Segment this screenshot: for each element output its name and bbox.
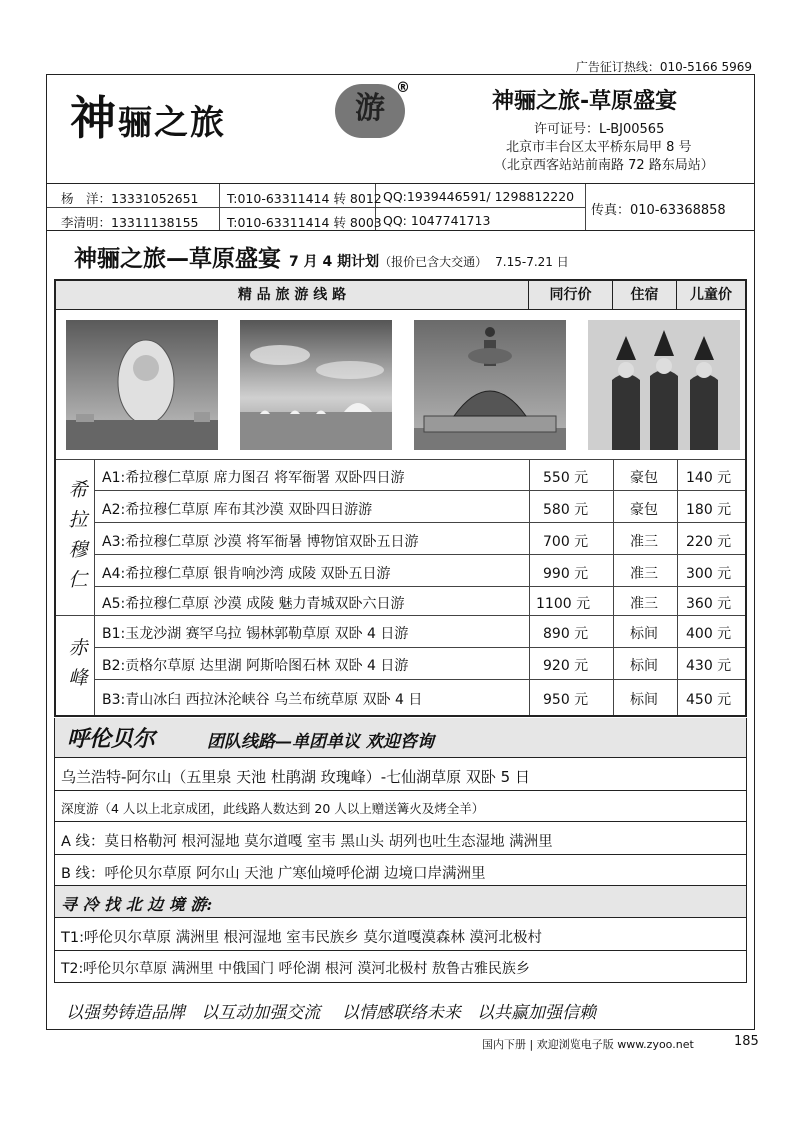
- route-child-price: 220 元: [686, 534, 732, 550]
- route-name: B1:玉龙沙湖 赛罕乌拉 锡林郭勒草原 双卧 4 日游: [102, 626, 409, 642]
- route-child-price: 180 元: [686, 502, 732, 518]
- logo-rest: 骊之旅: [118, 103, 226, 143]
- contact-2-name: 李清明：13311138155: [61, 215, 199, 230]
- line-text: 乌兰浩特-阿尔山（五里泉 天池 杜鹃湖 玫瑰峰）-七仙湖草原 双卧 5 日: [61, 768, 530, 786]
- route-price: 890 元: [543, 626, 589, 642]
- border-tour-banner: [54, 886, 747, 918]
- route-child-price: 430 元: [686, 658, 732, 674]
- route-price: 580 元: [543, 502, 589, 518]
- hulunbuir-title: 呼伦贝尔: [67, 726, 156, 752]
- line-text: B 线：呼伦贝尔草原 阿尔山 天池 广寒仙境呼伦湖 边境口岸满洲里: [61, 866, 486, 882]
- header-stay: 住宿: [613, 281, 677, 310]
- route-child-price: 300 元: [686, 566, 732, 582]
- plan-headline: [74, 240, 569, 273]
- header-price: 同行价: [529, 281, 613, 310]
- ad-hotline: 广告征订热线：010-5166 5969: [575, 60, 752, 74]
- company-title: 神骊之旅-草原盛宴: [492, 89, 678, 114]
- region-chifeng: [66, 633, 90, 693]
- brand-seal: 游: [335, 84, 405, 138]
- route-stay: 标间: [630, 626, 658, 642]
- hulunbuir-banner: [54, 718, 747, 758]
- route-stay: 豪包: [630, 502, 658, 518]
- photo-yurts: [240, 320, 392, 450]
- region-char: 希: [68, 479, 88, 501]
- route-name: A1:希拉穆仁草原 席力图召 将军衙署 双卧四日游: [102, 470, 405, 486]
- contact-2-tel: T:010-63311414 转 8003: [227, 215, 382, 230]
- slogan: 以强势铸造品牌 以互动加强交流 以情感联络未来 以共赢加强信赖: [66, 1003, 597, 1023]
- route-price: 920 元: [543, 658, 589, 674]
- headline-dates: 7.15-7.21 日: [495, 255, 569, 269]
- route-price: 990 元: [543, 566, 589, 582]
- route-stay: 准三: [630, 534, 658, 550]
- route-stay: 标间: [630, 658, 658, 674]
- border-line-t1: [54, 918, 747, 951]
- route-name: A2:希拉穆仁草原 库布其沙漠 双卧四日游游: [102, 502, 373, 518]
- route-table: [54, 279, 747, 717]
- route-name: B2:贡格尔草原 达里湖 阿斯哈图石林 双卧 4 日游: [102, 658, 409, 674]
- contact-grid: [47, 183, 754, 231]
- header-child: 儿童价: [677, 281, 745, 310]
- route-stay: 豪包: [630, 470, 658, 486]
- route-child-price: 140 元: [686, 470, 732, 486]
- region-char: 拉: [68, 509, 88, 531]
- route-child-price: 450 元: [686, 692, 732, 708]
- hulunbuir-line-a: [54, 822, 747, 855]
- photo-matryoshka: [66, 320, 218, 450]
- route-name: B3:青山冰臼 西拉沐沦峡谷 乌兰布统草原 双卧 4 日: [102, 692, 423, 708]
- company-address: 北京市丰台区太平桥东局甲 8 号: [506, 140, 692, 155]
- photo-costumes: [588, 320, 740, 450]
- border-tour-title: 寻 冷 找 北 边 境 游:: [61, 895, 213, 914]
- border-line-t2: [54, 951, 747, 983]
- line-text: 深度游（4 人以上北京成团，此线路人数达到 20 人以上赠送篝火及烤全羊）: [61, 801, 485, 816]
- region-char: 仁: [68, 569, 88, 591]
- contact-1-name: 杨 洋：13331052651: [61, 191, 199, 206]
- line-text: T2:呼伦贝尔草原 满洲里 中俄国门 呼伦湖 根河 漠河北极村 敖鲁古雅民族乡: [61, 961, 530, 977]
- photo-pagoda: [414, 320, 566, 450]
- contact-2-qq: QQ: 1047741713: [383, 213, 491, 228]
- license-number: 许可证号：L-BJ00565: [534, 122, 665, 137]
- brand-logo: [70, 82, 226, 148]
- contact-1-qq: QQ:1939446591/ 1298812220: [383, 189, 575, 204]
- route-stay: 准三: [630, 596, 658, 612]
- region-char: 穆: [68, 539, 88, 561]
- hulunbuir-line-b: [54, 855, 747, 886]
- company-directions: （北京西客站站前南路 72 路东局站）: [494, 158, 714, 173]
- route-stay: 标间: [630, 692, 658, 708]
- footer-text: 国内下册 | 欢迎浏览电子版 www.zyoo.net: [482, 1038, 694, 1051]
- fax-number: 传真：010-63368858: [591, 203, 726, 218]
- headline-title: 神骊之旅—草原盛宴: [74, 246, 281, 272]
- route-price: 550 元: [543, 470, 589, 486]
- line-text: T1:呼伦贝尔草原 满洲里 根河湿地 室韦民族乡 莫尔道嘎漠森林 漠河北极村: [61, 930, 543, 946]
- region-xilamuren: [66, 475, 90, 595]
- hulunbuir-subtitle: 团队线路—单团单议 欢迎咨询: [207, 732, 434, 752]
- route-name: A4:希拉穆仁草原 银肯响沙湾 成陵 双卧五日游: [102, 566, 391, 582]
- route-child-price: 400 元: [686, 626, 732, 642]
- route-price: 700 元: [543, 534, 589, 550]
- route-child-price: 360 元: [686, 596, 732, 612]
- hulunbuir-deep-tour: [54, 791, 747, 822]
- region-char: 峰: [68, 667, 88, 689]
- route-name: A5:希拉穆仁草原 沙漠 成陵 魅力青城双卧六日游: [102, 596, 405, 612]
- line-text: A 线：莫日格勒河 根河湿地 莫尔道嘎 室韦 黑山头 胡列也吐生态湿地 满洲里: [61, 834, 553, 850]
- route-name: A3:希拉穆仁草原 沙漠 将军衙暑 博物馆双卧五日游: [102, 534, 419, 550]
- hulunbuir-line-1: [54, 758, 747, 791]
- route-price: 950 元: [543, 692, 589, 708]
- page-number: 185: [734, 1034, 759, 1049]
- contact-1-tel: T:010-63311414 转 8012: [227, 191, 382, 206]
- logo-main-char: 神: [70, 91, 118, 145]
- headline-note: （报价已含大交通）: [379, 255, 488, 269]
- registered-mark: ®: [396, 80, 410, 96]
- route-stay: 准三: [630, 566, 658, 582]
- region-char: 赤: [68, 637, 88, 659]
- route-price: 1100 元: [536, 596, 591, 612]
- headline-plan: 7 月 4 期计划: [289, 254, 380, 270]
- header-route: 精 品 旅 游 线 路: [56, 281, 529, 310]
